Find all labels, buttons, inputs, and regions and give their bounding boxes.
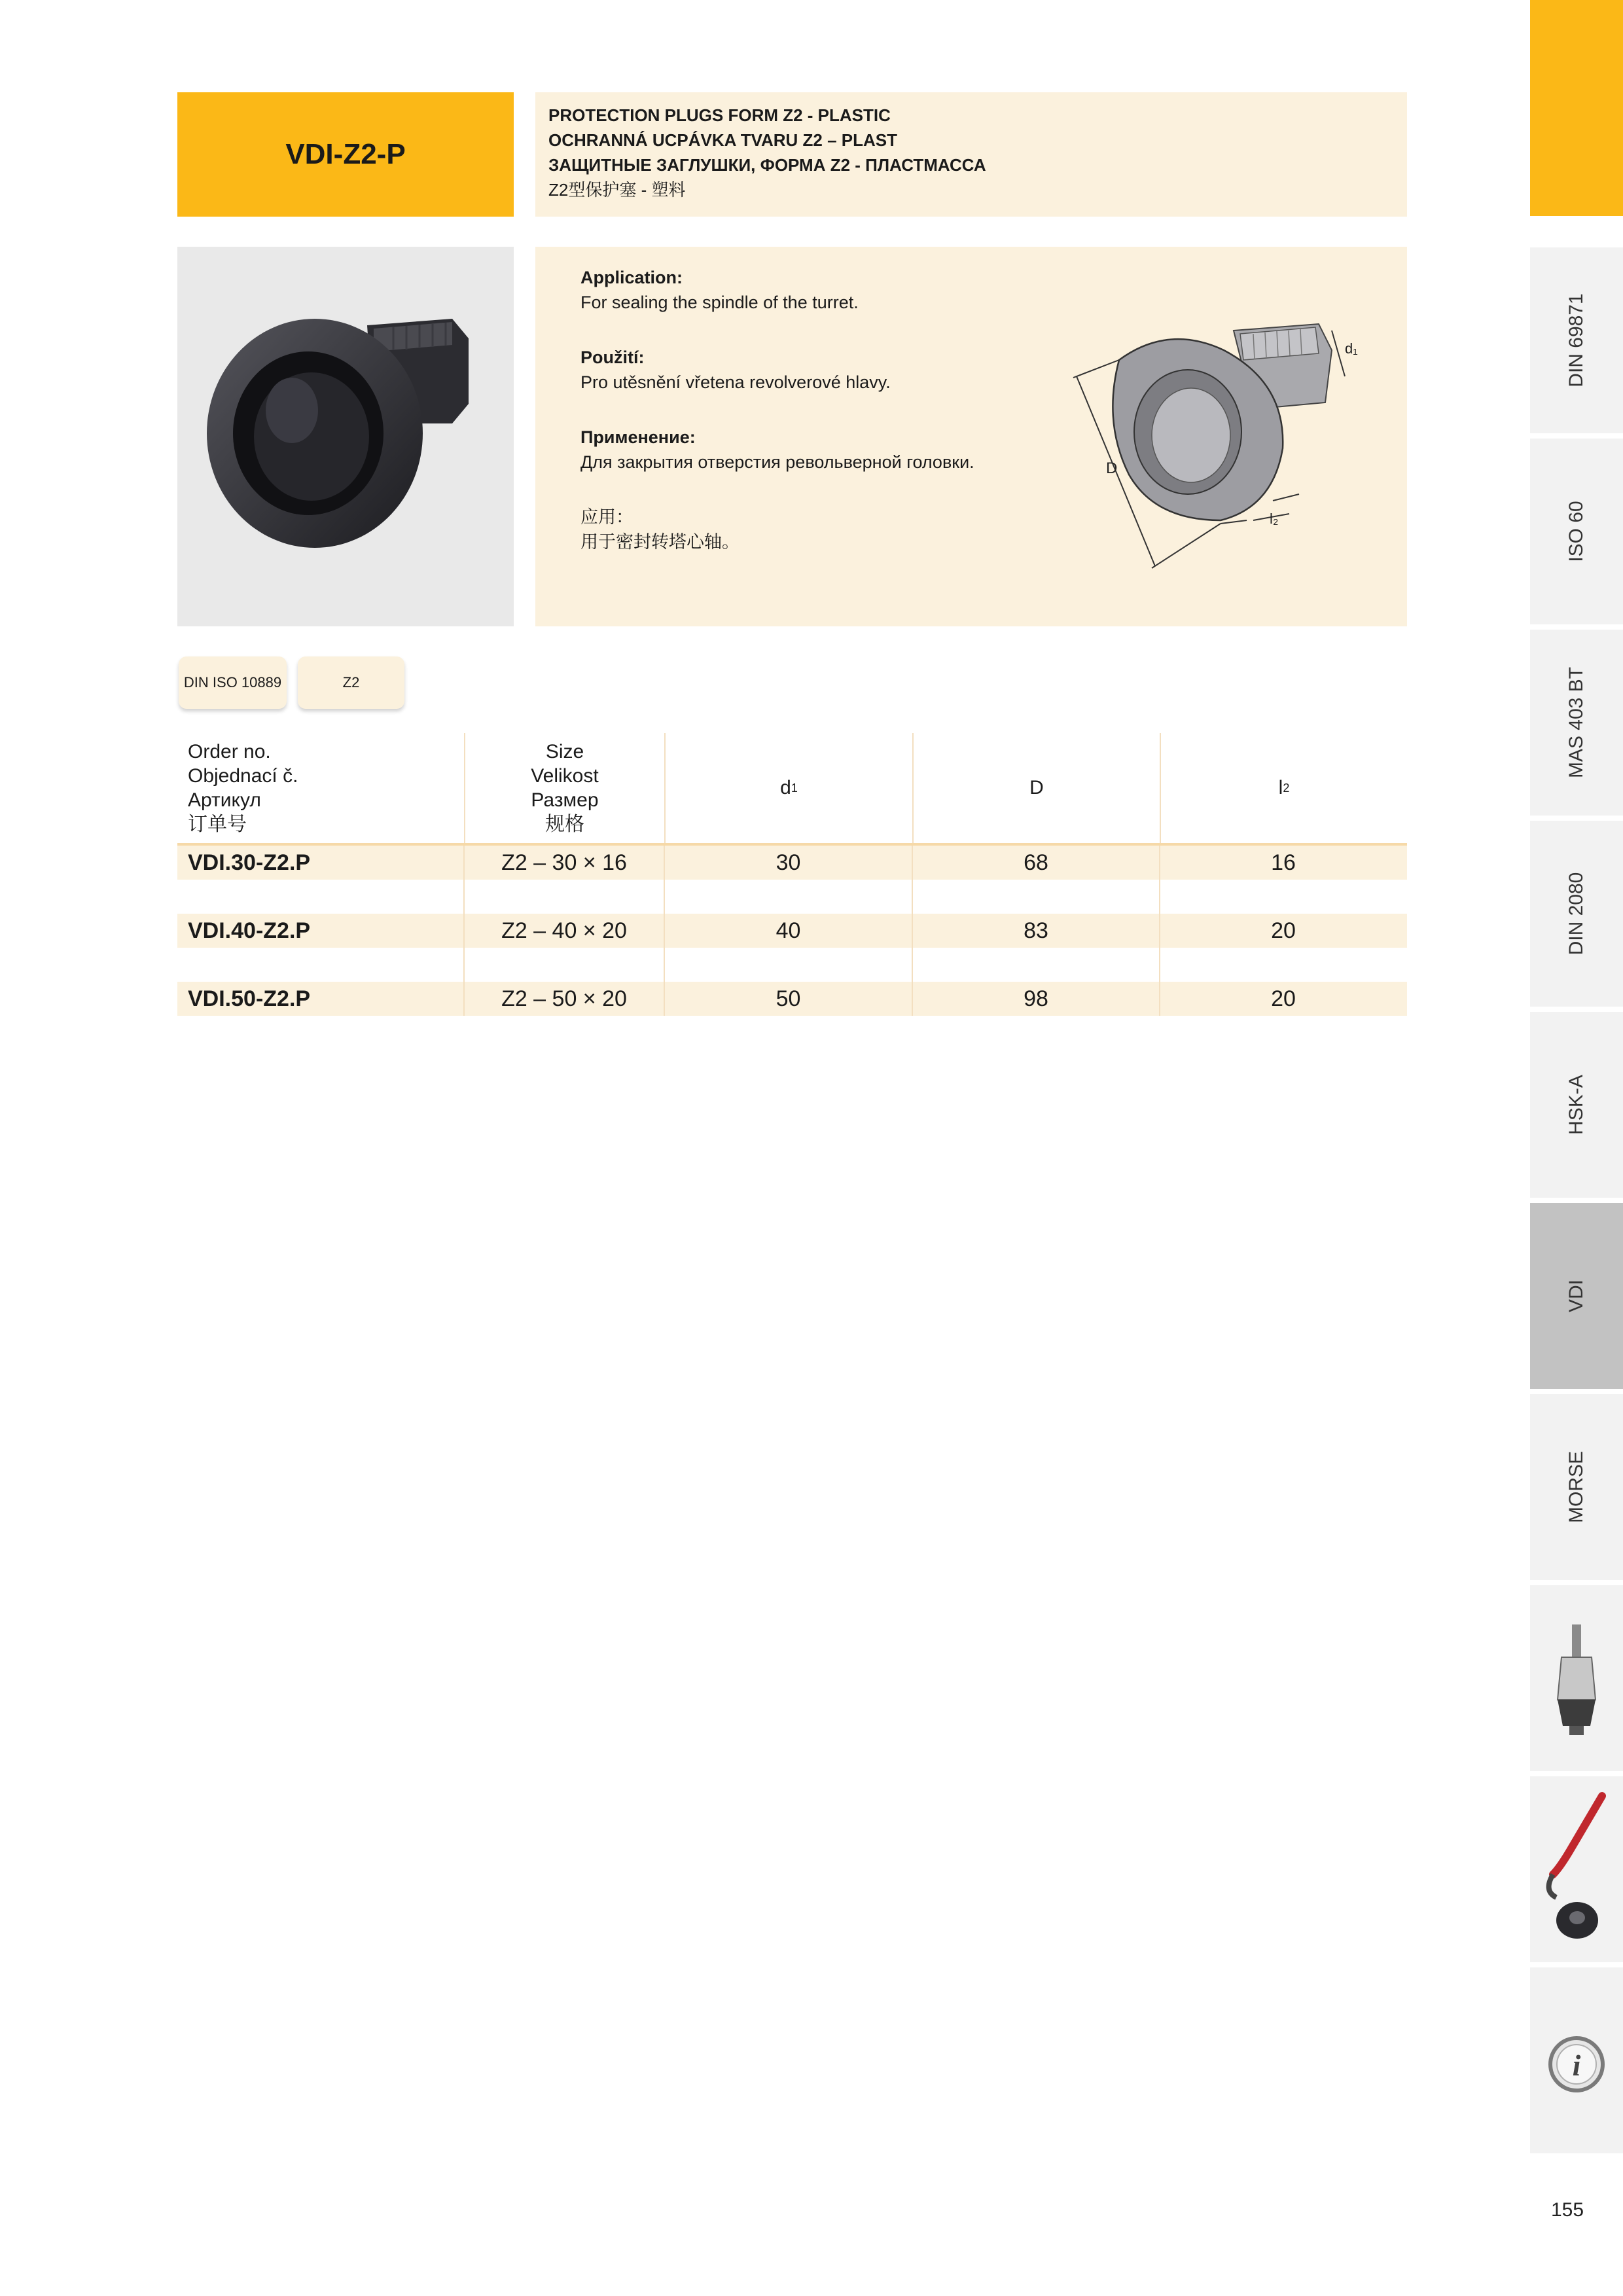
sidebar-tab-mas-403-bt[interactable] [1530, 630, 1623, 816]
tag-standard: DIN ISO 10889 [179, 656, 287, 709]
sidebar-tab-info[interactable] [1530, 1967, 1623, 2153]
application-heading-en: Application: [580, 268, 683, 287]
table-row-d1: 40 [776, 918, 801, 943]
header-d1-label: d [780, 777, 791, 798]
application-heading-cz: Použití: [580, 348, 645, 367]
table-row-size: Z2 – 40 × 20 [501, 918, 627, 943]
table-row-l2: 16 [1271, 850, 1296, 875]
table-row-size: Z2 – 50 × 20 [501, 986, 627, 1011]
table-row-d1: 30 [776, 850, 801, 875]
application-text-en: For sealing the spindle of the turret. [580, 293, 859, 312]
sidebar-tab-label: ISO 60 [1565, 501, 1587, 562]
header-order-cz: Objednací č. [188, 765, 298, 787]
dim-label-D: D [1106, 459, 1118, 477]
tag-form: Z2 [298, 656, 404, 709]
sidebar-tab-hsk-a[interactable] [1530, 1012, 1623, 1198]
table-row-d1: 50 [776, 986, 801, 1011]
sidebar-tab-drill-chuck[interactable] [1530, 1585, 1623, 1771]
header-order-en: Order no. [188, 741, 271, 762]
table-row-order: VDI.40-Z2.P [188, 918, 311, 943]
title-cz: OCHRANNÁ UCPÁVKA TVARU Z2 – PLAST [548, 130, 898, 150]
sidebar-tab-label: VDI [1565, 1279, 1587, 1313]
header-size-ru: Размер [531, 789, 599, 811]
application-text [580, 265, 1052, 584]
dim-label-l2: l₂ [1270, 511, 1279, 527]
table-row-order: VDI.30-Z2.P [188, 850, 311, 875]
product-photo [177, 247, 514, 626]
drill-chuck-icon [1530, 1585, 1623, 1771]
header-d1-sub: 1 [791, 781, 798, 795]
product-code-box [177, 92, 514, 217]
sidebar-tab-label: DIN 2080 [1565, 872, 1587, 956]
table-row-l2: 20 [1271, 986, 1296, 1011]
product-code: VDI-Z2-P [285, 138, 406, 170]
header-size-en: Size [545, 741, 584, 762]
protection-plug-photo-icon [177, 247, 514, 626]
header-d1 [664, 733, 912, 843]
header-order-cn: 订单号 [188, 814, 247, 835]
sidebar-tab-vdi[interactable] [1530, 1203, 1623, 1389]
table-row-order: VDI.50-Z2.P [188, 986, 311, 1011]
table-row-D: 83 [1024, 918, 1048, 943]
technical-drawing [1057, 304, 1371, 579]
header-size-cn: 规格 [544, 814, 584, 835]
title-en: PROTECTION PLUGS FORM Z2 - PLASTIC [548, 105, 891, 125]
sidebar-tab-label: MAS 403 BT [1565, 666, 1587, 779]
wrench-nut-icon [1530, 1776, 1623, 1962]
info-icon [1530, 1967, 1623, 2153]
header-order-no [177, 733, 464, 843]
application-heading-cn: 应用： [580, 507, 633, 527]
sidebar-tab-din-2080[interactable] [1530, 821, 1623, 1007]
table-row-size: Z2 – 30 × 16 [501, 850, 627, 875]
application-text-cz: Pro utěsnění vřetena revolverové hlavy. [580, 372, 891, 392]
application-text-ru: Для закрытия отверстия револьверной головки. [580, 452, 974, 472]
sidebar-tab-label: HSK-A [1565, 1075, 1587, 1135]
header-D [912, 733, 1160, 843]
header-D-label: D [1029, 777, 1044, 798]
svg-text:i: i [1572, 2049, 1581, 2082]
sidebar-tab-din-69871[interactable] [1530, 247, 1623, 433]
sidebar-tab-morse[interactable] [1530, 1394, 1623, 1580]
table-row-D: 98 [1024, 986, 1048, 1011]
dim-label-d1: d₁ [1345, 340, 1358, 357]
table-row-l2: 20 [1271, 918, 1296, 943]
header-l2 [1160, 733, 1407, 843]
sidebar-tab-label: MORSE [1565, 1450, 1587, 1524]
title-cn: Z2型保护塞 - 塑料 [548, 180, 686, 200]
page-number: 155 [1551, 2199, 1584, 2221]
title-ru: ЗАЩИТНЫЕ ЗАГЛУШКИ, ФОРМА Z2 - ПЛАСТМАССА [548, 155, 986, 175]
product-title-box [535, 92, 1407, 217]
header-l2-sub: 2 [1283, 781, 1290, 795]
sidebar-tab-iso-60[interactable] [1530, 439, 1623, 624]
header-order-ru: Артикул [188, 789, 261, 811]
application-text-cn: 用于密封转塔心轴。 [580, 532, 740, 552]
table-row-D: 68 [1024, 850, 1048, 875]
header-size-cz: Velikost [531, 765, 599, 787]
application-heading-ru: Применение: [580, 427, 696, 447]
header-l2-label: l [1278, 777, 1283, 798]
header-size [464, 733, 664, 843]
sidebar-tab-label: DIN 69871 [1565, 293, 1587, 387]
sidebar-tab-accessories[interactable] [1530, 1776, 1623, 1962]
sidebar-accent [1530, 0, 1623, 216]
